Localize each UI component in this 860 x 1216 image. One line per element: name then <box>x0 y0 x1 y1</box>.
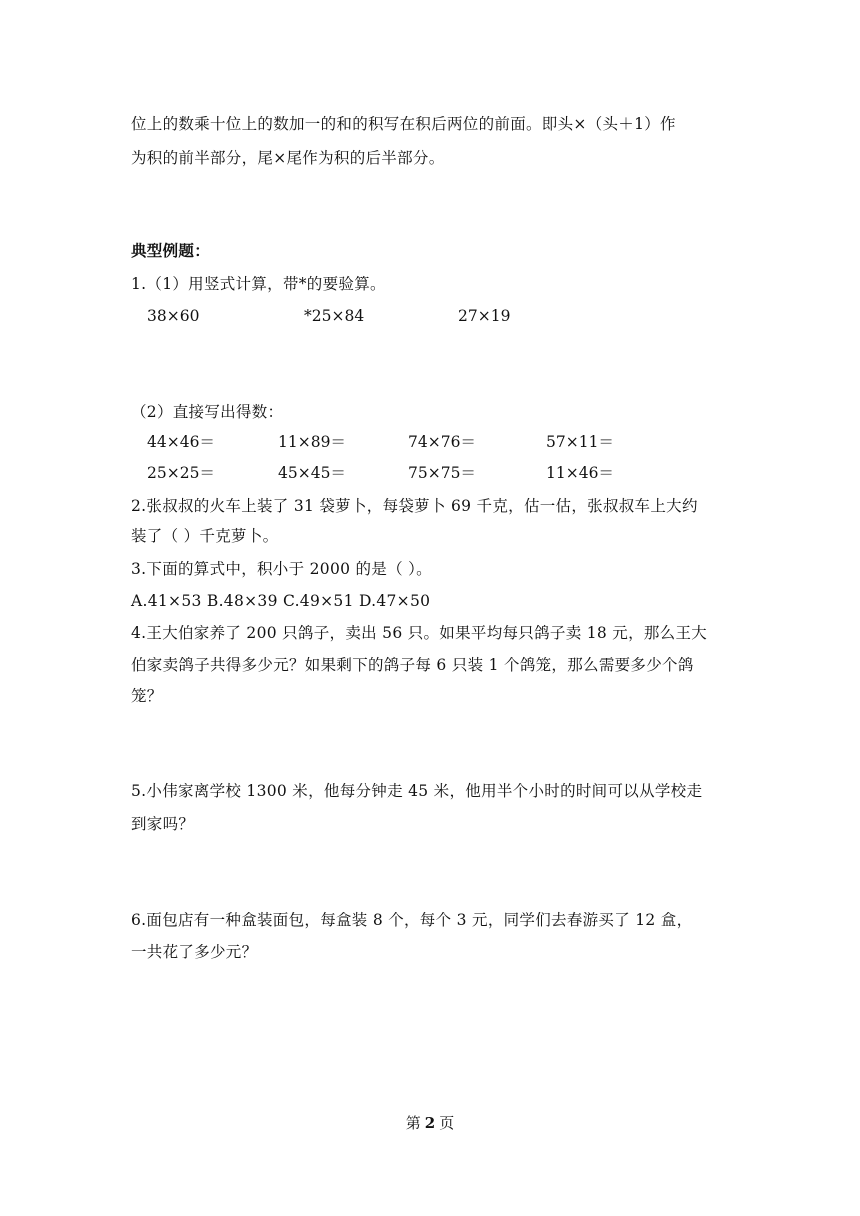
q4-line-2: 伯家卖鸽子共得多少元？如果剩下的鸽子每 6 只装 1 个鸽笼，那么需要多少个鸽 <box>131 656 694 674</box>
q1-part2-item: 44×46＝ <box>147 433 215 451</box>
q2-line-2: 装了（ ）千克萝卜。 <box>131 527 279 545</box>
q1-part2-item: 74×76＝ <box>408 433 476 451</box>
page-number: 2 <box>424 1114 436 1132</box>
q1-part2-item: 11×46＝ <box>546 464 614 482</box>
q1-part1-item: 38×60 <box>147 307 200 325</box>
q1-part1-prompt: 1.（1）用竖式计算，带*的要验算。 <box>131 275 386 293</box>
section-title: 典型例题： <box>131 241 211 260</box>
q3-options: A.41×53 B.48×39 C.49×51 D.47×50 <box>131 592 431 610</box>
q1-part2-item: 45×45＝ <box>278 464 346 482</box>
q4-line-1: 4.王大伯家养了 200 只鸽子，卖出 56 只。如果平均每只鸽子卖 18 元，那么王大 <box>131 624 708 642</box>
q6-line-2: 一共花了多少元？ <box>131 943 258 961</box>
q5-line-1: 5.小伟家离学校 1300 米，他每分钟走 45 米，他用半个小时的时间可以从学校走 <box>131 782 703 800</box>
q1-part1-item: 27×19 <box>458 307 511 325</box>
footer-suffix: 页 <box>439 1114 455 1132</box>
q1-part2-prompt: （2）直接写出得数： <box>131 403 284 421</box>
q5-line-2: 到家吗？ <box>131 815 195 833</box>
intro-line-2: 为积的前半部分，尾×尾作为积的后半部分。 <box>131 149 445 167</box>
footer-prefix: 第 <box>405 1114 421 1132</box>
q1-part2-item: 75×75＝ <box>408 464 476 482</box>
q6-line-1: 6.面包店有一种盒装面包，每盒装 8 个，每个 3 元，同学们去春游买了 12 盒， <box>131 911 693 929</box>
page-footer <box>0 1113 860 1133</box>
q1-part2-item: 57×11＝ <box>546 433 614 451</box>
q1-part1-item: *25×84 <box>304 307 365 325</box>
q1-part2-item: 11×89＝ <box>278 433 346 451</box>
intro-line-1: 位上的数乘十位上的数加一的和的积写在积后两位的前面。即头×（头＋1）作 <box>131 115 676 133</box>
q2-line-1: 2.张叔叔的火车上装了 31 袋萝卜，每袋萝卜 69 千克，估一估，张叔叔车上大约 <box>131 497 698 515</box>
q4-line-3: 笼？ <box>131 687 163 705</box>
q1-part2-item: 25×25＝ <box>147 464 215 482</box>
q3-prompt: 3.下面的算式中，积小于 2000 的是（ ）。 <box>131 560 432 578</box>
